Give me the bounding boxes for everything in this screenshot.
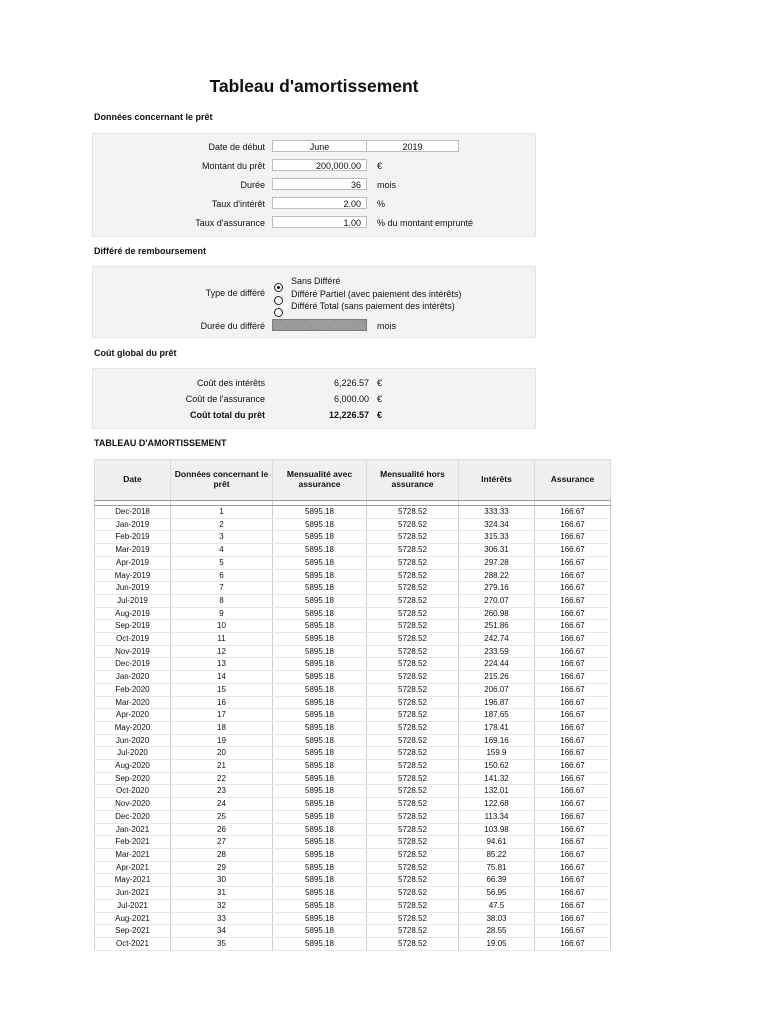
period-cell: 17	[171, 709, 273, 722]
insurance-cell: 166.67	[535, 747, 611, 760]
date-cell: Feb-2019	[95, 531, 171, 544]
insurance-cell: 166.67	[535, 683, 611, 696]
payment-with-insurance-cell: 5895.18	[273, 810, 367, 823]
payment-without-insurance-cell: 5728.52	[367, 633, 459, 646]
start-year-field[interactable]: 2019	[366, 140, 459, 152]
payment-with-insurance-cell: 5895.18	[273, 912, 367, 925]
date-cell: Dec-2020	[95, 810, 171, 823]
period-cell: 27	[171, 836, 273, 849]
period-cell: 29	[171, 861, 273, 874]
interest-cell: 206.07	[459, 683, 535, 696]
interest-cell: 333.33	[459, 506, 535, 519]
table-row	[95, 798, 611, 811]
payment-without-insurance-cell: 5728.52	[367, 683, 459, 696]
table-row	[95, 899, 611, 912]
date-cell: May-2021	[95, 874, 171, 887]
interest-cell: 297.28	[459, 556, 535, 569]
date-cell: Nov-2020	[95, 798, 171, 811]
interest-cell: 85.22	[459, 848, 535, 861]
insurance-cell: 166.67	[535, 506, 611, 519]
payment-without-insurance-cell: 5728.52	[367, 658, 459, 671]
payment-with-insurance-cell: 5895.18	[273, 760, 367, 773]
table-header-row	[95, 460, 611, 501]
table-row	[95, 874, 611, 887]
period-cell: 34	[171, 925, 273, 938]
insurance-cell: 166.67	[535, 645, 611, 658]
cost-panel	[92, 368, 536, 429]
radio-total-deferral[interactable]	[274, 308, 283, 317]
insurance-cost-label: Coût de l'assurance	[185, 394, 265, 404]
interest-cell: 47.5	[459, 899, 535, 912]
insurance-cell: 166.67	[535, 887, 611, 900]
payment-without-insurance-cell: 5728.52	[367, 772, 459, 785]
loan-panel	[92, 133, 536, 237]
payment-without-insurance-cell: 5728.52	[367, 671, 459, 684]
insurance-cell: 166.67	[535, 734, 611, 747]
duration-field[interactable]: 36	[272, 178, 367, 190]
interest-cell: 178.41	[459, 721, 535, 734]
date-cell: Sep-2019	[95, 620, 171, 633]
interest-cell: 215.26	[459, 671, 535, 684]
insurance-cell: 166.67	[535, 848, 611, 861]
table-row	[95, 912, 611, 925]
insurance-cell: 166.67	[535, 633, 611, 646]
total-cost-unit: €	[377, 410, 383, 420]
rate-label: Taux d'intérêt	[211, 199, 265, 209]
table-row	[95, 506, 611, 519]
table-row	[95, 683, 611, 696]
payment-with-insurance-cell: 5895.18	[273, 721, 367, 734]
payment-without-insurance-cell: 5728.52	[367, 734, 459, 747]
interest-cell: 150.62	[459, 760, 535, 773]
insurance-cell: 166.67	[535, 531, 611, 544]
interest-cell: 113.34	[459, 810, 535, 823]
table-row	[95, 607, 611, 620]
interest-cell: 270.07	[459, 594, 535, 607]
table-row	[95, 747, 611, 760]
insurance-cell: 166.67	[535, 671, 611, 684]
date-cell: Aug-2019	[95, 607, 171, 620]
date-cell: Sep-2020	[95, 772, 171, 785]
insurance-cell: 166.67	[535, 912, 611, 925]
insurance-cell: 166.67	[535, 785, 611, 798]
table-row	[95, 569, 611, 582]
period-cell: 26	[171, 823, 273, 836]
date-cell: Mar-2021	[95, 848, 171, 861]
deferral-duration-field	[272, 319, 367, 331]
payment-without-insurance-cell: 5728.52	[367, 721, 459, 734]
insurance-cell: 166.67	[535, 518, 611, 531]
payment-without-insurance-cell: 5728.52	[367, 785, 459, 798]
period-cell: 15	[171, 683, 273, 696]
period-cell: 13	[171, 658, 273, 671]
amortization-table-body	[95, 501, 611, 951]
interest-cell: 306.31	[459, 544, 535, 557]
payment-with-insurance-cell: 5895.18	[273, 544, 367, 557]
period-cell: 22	[171, 772, 273, 785]
period-cell: 6	[171, 569, 273, 582]
insurance-cell: 166.67	[535, 658, 611, 671]
period-cell: 33	[171, 912, 273, 925]
table-row	[95, 772, 611, 785]
radio-partial-deferral[interactable]	[274, 296, 283, 305]
table-row	[95, 658, 611, 671]
payment-without-insurance-cell: 5728.52	[367, 861, 459, 874]
date-cell: Oct-2019	[95, 633, 171, 646]
date-cell: Feb-2021	[95, 836, 171, 849]
insurance-cell: 166.67	[535, 861, 611, 874]
deferral-duration-label: Durée du différé	[200, 321, 265, 331]
total-cost-label: Coût total du prêt	[190, 410, 265, 420]
table-row	[95, 671, 611, 684]
start-month-field[interactable]: June	[272, 140, 367, 152]
cost-section-heading: Coût global du prêt	[94, 348, 177, 358]
payment-without-insurance-cell: 5728.52	[367, 887, 459, 900]
period-cell: 21	[171, 760, 273, 773]
interest-cell: 19.05	[459, 937, 535, 950]
payment-without-insurance-cell: 5728.52	[367, 747, 459, 760]
insurance-cell: 166.67	[535, 760, 611, 773]
payment-with-insurance-cell: 5895.18	[273, 747, 367, 760]
payment-without-insurance-cell: 5728.52	[367, 848, 459, 861]
period-cell: 16	[171, 696, 273, 709]
insurance-cell: 166.67	[535, 772, 611, 785]
table-row	[95, 925, 611, 938]
payment-with-insurance-cell: 5895.18	[273, 709, 367, 722]
insurance-cell: 166.67	[535, 582, 611, 595]
payment-with-insurance-cell: 5895.18	[273, 861, 367, 874]
payment-without-insurance-cell: 5728.52	[367, 823, 459, 836]
interest-cell: 288.22	[459, 569, 535, 582]
payment-without-insurance-cell: 5728.52	[367, 645, 459, 658]
insurance-unit: % du montant emprunté	[377, 218, 474, 228]
table-row	[95, 645, 611, 658]
payment-with-insurance-cell: 5895.18	[273, 683, 367, 696]
payment-without-insurance-cell: 5728.52	[367, 836, 459, 849]
interest-cell: 141.32	[459, 772, 535, 785]
period-cell: 12	[171, 645, 273, 658]
insurance-cell: 166.67	[535, 696, 611, 709]
payment-with-insurance-cell: 5895.18	[273, 696, 367, 709]
date-cell: Jul-2019	[95, 594, 171, 607]
period-cell: 32	[171, 899, 273, 912]
total-cost-value: 12,226.57	[328, 410, 369, 420]
duration-unit: mois	[377, 180, 397, 190]
insurance-cell: 166.67	[535, 721, 611, 734]
date-cell: Apr-2020	[95, 709, 171, 722]
interest-cell: 279.16	[459, 582, 535, 595]
option-total-deferral-label: Différé Total (sans paiement des intérêts)	[291, 301, 455, 311]
payment-with-insurance-cell: 5895.18	[273, 887, 367, 900]
date-cell: Jul-2021	[95, 899, 171, 912]
payment-with-insurance-cell: 5895.18	[273, 556, 367, 569]
payment-without-insurance-cell: 5728.52	[367, 582, 459, 595]
table-row	[95, 518, 611, 531]
date-cell: Jun-2021	[95, 887, 171, 900]
payment-with-insurance-cell: 5895.18	[273, 848, 367, 861]
interest-cell: 122.68	[459, 798, 535, 811]
amount-label: Montant du prêt	[201, 161, 265, 171]
date-cell: Sep-2021	[95, 925, 171, 938]
insurance-cell: 166.67	[535, 798, 611, 811]
interest-cell: 94.61	[459, 836, 535, 849]
col-header-insurance: Assurance	[535, 460, 611, 501]
period-cell: 25	[171, 810, 273, 823]
date-cell: Jan-2019	[95, 518, 171, 531]
payment-with-insurance-cell: 5895.18	[273, 734, 367, 747]
payment-with-insurance-cell: 5895.18	[273, 633, 367, 646]
interest-cell: 75.81	[459, 861, 535, 874]
date-cell: Jun-2020	[95, 734, 171, 747]
col-header-loan-data: Données concernant le prêt	[171, 460, 273, 501]
interest-cell: 132.01	[459, 785, 535, 798]
rate-field[interactable]: 2.00	[272, 197, 367, 209]
payment-without-insurance-cell: 5728.52	[367, 899, 459, 912]
payment-with-insurance-cell: 5895.18	[273, 569, 367, 582]
col-header-interest: Intérêts	[459, 460, 535, 501]
table-row	[95, 810, 611, 823]
payment-with-insurance-cell: 5895.18	[273, 582, 367, 595]
insurance-cell: 166.67	[535, 620, 611, 633]
table-row	[95, 544, 611, 557]
period-cell: 2	[171, 518, 273, 531]
interest-cell: 169.16	[459, 734, 535, 747]
payment-without-insurance-cell: 5728.52	[367, 912, 459, 925]
interest-cell: 159.9	[459, 747, 535, 760]
payment-without-insurance-cell: 5728.52	[367, 760, 459, 773]
table-row	[95, 760, 611, 773]
period-cell: 9	[171, 607, 273, 620]
payment-without-insurance-cell: 5728.52	[367, 874, 459, 887]
payment-without-insurance-cell: 5728.52	[367, 518, 459, 531]
date-cell: Nov-2019	[95, 645, 171, 658]
period-cell: 7	[171, 582, 273, 595]
period-cell: 4	[171, 544, 273, 557]
insurance-cell: 166.67	[535, 594, 611, 607]
interest-cost-label: Coût des intérêts	[196, 378, 265, 388]
interest-cell: 56.95	[459, 887, 535, 900]
date-cell: Mar-2020	[95, 696, 171, 709]
date-cell: Dec-2019	[95, 658, 171, 671]
table-section-heading: TABLEAU D'AMORTISSEMENT	[94, 438, 227, 448]
payment-with-insurance-cell: 5895.18	[273, 531, 367, 544]
table-row	[95, 531, 611, 544]
period-cell: 23	[171, 785, 273, 798]
amount-unit: €	[377, 161, 383, 171]
payment-without-insurance-cell: 5728.52	[367, 925, 459, 938]
table-row	[95, 734, 611, 747]
insurance-cell: 166.67	[535, 899, 611, 912]
period-cell: 18	[171, 721, 273, 734]
insurance-label: Taux d'assurance	[195, 218, 265, 228]
date-cell: Jun-2019	[95, 582, 171, 595]
table-row	[95, 633, 611, 646]
payment-without-insurance-cell: 5728.52	[367, 544, 459, 557]
payment-with-insurance-cell: 5895.18	[273, 645, 367, 658]
table-row	[95, 582, 611, 595]
interest-cell: 38.03	[459, 912, 535, 925]
payment-without-insurance-cell: 5728.52	[367, 620, 459, 633]
interest-cell: 28.55	[459, 925, 535, 938]
page-title: Tableau d'amortissement	[209, 76, 419, 96]
payment-with-insurance-cell: 5895.18	[273, 785, 367, 798]
payment-with-insurance-cell: 5895.18	[273, 798, 367, 811]
interest-cell: 224.44	[459, 658, 535, 671]
interest-cell: 103.98	[459, 823, 535, 836]
payment-with-insurance-cell: 5895.18	[273, 607, 367, 620]
payment-with-insurance-cell: 5895.18	[273, 594, 367, 607]
period-cell: 24	[171, 798, 273, 811]
table-row	[95, 785, 611, 798]
payment-without-insurance-cell: 5728.52	[367, 810, 459, 823]
payment-without-insurance-cell: 5728.52	[367, 696, 459, 709]
table-row	[95, 937, 611, 950]
period-cell: 20	[171, 747, 273, 760]
table-row	[95, 823, 611, 836]
date-cell: Jul-2020	[95, 747, 171, 760]
rate-unit: %	[377, 199, 386, 209]
period-cell: 8	[171, 594, 273, 607]
insurance-cell: 166.67	[535, 569, 611, 582]
payment-without-insurance-cell: 5728.52	[367, 937, 459, 950]
amortization-table	[94, 459, 611, 951]
insurance-cell: 166.67	[535, 810, 611, 823]
date-cell: Apr-2021	[95, 861, 171, 874]
payment-without-insurance-cell: 5728.52	[367, 709, 459, 722]
table-row	[95, 848, 611, 861]
date-cell: Jan-2020	[95, 671, 171, 684]
table-row	[95, 836, 611, 849]
interest-cell: 260.98	[459, 607, 535, 620]
insurance-cost-value: 6,000.00	[333, 394, 369, 404]
radio-no-deferral[interactable]	[274, 283, 283, 292]
col-header-payment-with-insurance: Mensualité avec assurance	[273, 460, 367, 501]
deferral-panel	[92, 266, 536, 338]
date-cell: Mar-2019	[95, 544, 171, 557]
payment-with-insurance-cell: 5895.18	[273, 836, 367, 849]
option-no-deferral-label: Sans Différé	[291, 276, 341, 286]
payment-with-insurance-cell: 5895.18	[273, 899, 367, 912]
period-cell: 1	[171, 506, 273, 519]
date-cell: Oct-2020	[95, 785, 171, 798]
insurance-cell: 166.67	[535, 556, 611, 569]
interest-cell: 251.86	[459, 620, 535, 633]
payment-with-insurance-cell: 5895.18	[273, 506, 367, 519]
interest-cell: 187.65	[459, 709, 535, 722]
date-cell: Apr-2019	[95, 556, 171, 569]
insurance-cell: 166.67	[535, 925, 611, 938]
start-date-label: Date de début	[208, 142, 265, 152]
insurance-cost-unit: €	[377, 394, 383, 404]
payment-with-insurance-cell: 5895.18	[273, 925, 367, 938]
date-cell: Oct-2021	[95, 937, 171, 950]
period-cell: 3	[171, 531, 273, 544]
interest-cell: 233.59	[459, 645, 535, 658]
loan-section-heading: Données concernant le prêt	[94, 112, 213, 122]
period-cell: 19	[171, 734, 273, 747]
period-cell: 5	[171, 556, 273, 569]
payment-with-insurance-cell: 5895.18	[273, 823, 367, 836]
payment-with-insurance-cell: 5895.18	[273, 772, 367, 785]
table-row	[95, 594, 611, 607]
date-cell: May-2020	[95, 721, 171, 734]
interest-cost-unit: €	[377, 378, 383, 388]
insurance-cell: 166.67	[535, 937, 611, 950]
interest-cost-value: 6,226.57	[333, 378, 369, 388]
date-cell: Aug-2021	[95, 912, 171, 925]
table-row	[95, 887, 611, 900]
payment-without-insurance-cell: 5728.52	[367, 506, 459, 519]
insurance-cell: 166.67	[535, 874, 611, 887]
date-cell: Jan-2021	[95, 823, 171, 836]
payment-without-insurance-cell: 5728.52	[367, 594, 459, 607]
interest-cell: 196.87	[459, 696, 535, 709]
payment-with-insurance-cell: 5895.18	[273, 658, 367, 671]
payment-with-insurance-cell: 5895.18	[273, 937, 367, 950]
period-cell: 11	[171, 633, 273, 646]
col-header-date: Date	[95, 460, 171, 501]
date-cell: Feb-2020	[95, 683, 171, 696]
insurance-cell: 166.67	[535, 709, 611, 722]
insurance-field[interactable]: 1.00	[272, 216, 367, 228]
period-cell: 31	[171, 887, 273, 900]
period-cell: 10	[171, 620, 273, 633]
deferral-duration-unit: mois	[377, 321, 397, 331]
table-row	[95, 696, 611, 709]
period-cell: 28	[171, 848, 273, 861]
interest-cell: 324.34	[459, 518, 535, 531]
insurance-cell: 166.67	[535, 823, 611, 836]
period-cell: 14	[171, 671, 273, 684]
table-row	[95, 556, 611, 569]
option-partial-deferral-label: Différé Partiel (avec paiement des intérêts)	[291, 289, 462, 299]
table-row	[95, 721, 611, 734]
duration-label: Durée	[240, 180, 265, 190]
payment-without-insurance-cell: 5728.52	[367, 531, 459, 544]
payment-without-insurance-cell: 5728.52	[367, 556, 459, 569]
deferral-section-heading: Différé de remboursement	[94, 246, 207, 256]
insurance-cell: 166.67	[535, 836, 611, 849]
payment-with-insurance-cell: 5895.18	[273, 620, 367, 633]
payment-without-insurance-cell: 5728.52	[367, 798, 459, 811]
date-cell: Dec-2018	[95, 506, 171, 519]
table-row	[95, 861, 611, 874]
payment-with-insurance-cell: 5895.18	[273, 671, 367, 684]
payment-with-insurance-cell: 5895.18	[273, 874, 367, 887]
date-cell: Aug-2020	[95, 760, 171, 773]
amount-field[interactable]: 200,000.00	[272, 159, 367, 171]
col-header-payment-without-insurance: Mensualité hors assurance	[367, 460, 459, 501]
interest-cell: 242.74	[459, 633, 535, 646]
payment-without-insurance-cell: 5728.52	[367, 607, 459, 620]
date-cell: May-2019	[95, 569, 171, 582]
period-cell: 30	[171, 874, 273, 887]
interest-cell: 66.39	[459, 874, 535, 887]
period-cell: 35	[171, 937, 273, 950]
insurance-cell: 166.67	[535, 607, 611, 620]
interest-cell: 315.33	[459, 531, 535, 544]
payment-with-insurance-cell: 5895.18	[273, 518, 367, 531]
insurance-cell: 166.67	[535, 544, 611, 557]
payment-without-insurance-cell: 5728.52	[367, 569, 459, 582]
deferral-type-label: Type de différé	[205, 288, 265, 298]
table-row	[95, 620, 611, 633]
table-row	[95, 709, 611, 722]
